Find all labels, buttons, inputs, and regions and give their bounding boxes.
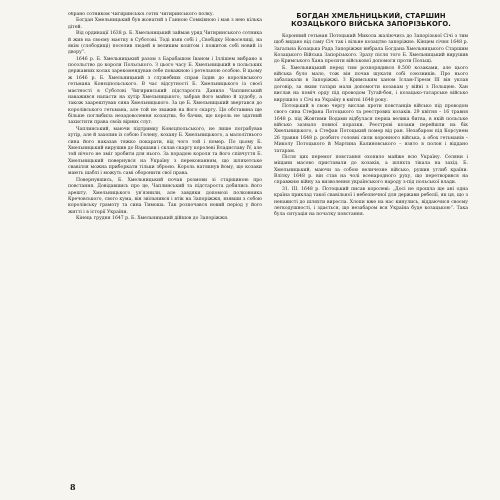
paragraph: 1646 р. Б. Хмельницький разом з Барабашом Іваном і Іллішем вибрано в посольство до короля Польського. З цього часу Б. Хмельницький в польських державних колах зарекомендував себе поважною і ретельною особою. В цьому ж 1646 р. Б. Хмельницький з служебних справ їздив до королівського гетьмана Конєцпольського. В час відсутності Б. Хмельницького із своєї маєтності в Суботові Чигиринський підстароста Данило Чаплинський наважився напасти на хутір Хмельницького, забрав його майно й худобу, а також заарештував сина Хмельницького. За це Б. Хмельницький звертався до королівського гетьмана, але той не зважив на його скаргу. Ця обставина ще більше поглибила незадоволення козацтва, бо бачив, що король не здатний захистити права своїх вірних слуг. [68, 56, 262, 126]
text-columns [68, 12, 468, 482]
paragraph: Потоцький в свою чергу вислав проти повстанців військо під проводом свого сина Стефана Потоцького та реєстрових козаків. 29 квітня – 16 травня 1648 р. під Жовтими Водами відбулася перша велика битва, в якій польське військо зазнало повної поразки. Реєстрові козаки перейшли на бік Хмельницького, а Стефан Потоцький помер від ран. Незабаром під Корсунем 26 травня 1648 р. розбито головні сили коронного війська, а обох гетьманів – Миколу Потоцького й Мартина Калиновського – взято в полон і віддано татарам. [274, 103, 468, 154]
section-header: БОГДАН ХМЕЛЬНИЦЬКИЙ, СТАРШИН КОЗАЦЬКОГО ВІЙСЬКА ЗАПОРІЗЬКОГО. [291, 12, 451, 29]
paragraph: Богдан Хмельницький був жонатий з Ганною Сомківною і мав з нею кілька дітей. [68, 18, 262, 30]
paragraph: 31. III. 1648 р. Потоцький писав королеві: „Досі не прошла ще ані одна країна приклад такої свавільної і небезпечної для держави ребелії, як ця, що з ненависті до шляхти виросла. Хлопи вже на нас кинулись, віддаючися своєму легкодушності, і здається, що незабаром вся Україна буде козацькою”. Така була ситуація на початку повстання. [274, 186, 468, 218]
paragraph: Після цих перемог повстання охопило майже всю Україну. Селяни і міщани масово приставали до козаків, а шляхта тікала на захід. Б. Хмельницький, маючи за собою величезне військо, рушив углиб країни. Влітку 1648 р. він став на чолі всенародного руху, що перетворився на справжню війну за визволення українського народу з-під польської влади. [274, 154, 468, 186]
paragraph: Чаплинський, маючи підтримку Конєцпольського, не лише пограбував хутір, але й захопив із собою Гелену, кохану Б. Хмельницького, а малолітнього сина його наказав тяжко покарати, від чого той і помер. По цьому Б. Хмельницький вирушив до Варшави і склав скаргу королеві Владиславу IV, але той нічого не зміг зробити для нього. За порадою короля та його співчуття Б. Хмельницький повернувся на Україну з переконанням, що шляхетське свавілля можна приборкати тільки зброєю. Король натякнув йому, що козаки мають шаблі і можуть самі оборонити свої права. [68, 126, 262, 177]
paragraph: Повернувшись, Б. Хмельницький почав розмови зі старшиною про повстання. Довідавшись про це, Чаплинський та підстароста добились його арешту. Хмельницького ув’язнили, але завдяки допомозі полковника Кречовського, свого кума, він звільнився і втік на Запоріжжя, взявши з собою королівську грамоту та сина Тимоша. Так розпочався новий період у його житті і в історії України. [68, 177, 262, 215]
paragraph: Від ординації 1638 р. Б. Хмельницький займав уряд Чигиринського сотника й жив на своєму маєтку в Суботові. Тоді взяв собі і „Свобідку Новоселиці, на якім (слободищі) поселив людей в великим коштом і пожиток собі новий із двору”. [68, 31, 262, 56]
page-number: 8 [70, 482, 76, 492]
paragraph: обрано сотником Чигиринської сотні Чигиринського полку. [68, 12, 215, 17]
right-column-wrap [274, 12, 468, 482]
paragraph: Б. Хмельницький перед тим розпорядився 8.500 козаками, але цього війська було мало, тож він почав шукати собі союзників. Про нього забалакали в Запоріжжі. З Кримським ханом Іслам-Гіреєм III він уклав договір, за яким татари мали допомогти козакам у війні з Польщею. Хан вислав на поміч орду під проводом Тугай-бея, і козацько-татарське військо вирушило з Січі на Україну в квітні 1648 року. [274, 65, 468, 103]
paragraph: Коронний гетьман Потоцький Микола жаліючись до Запорізької Січі з тим щоб видано від саму Січ так і вільне козацтво запоріжне. Кінцем січня 1648 р. Загальна Козацька Рада Запоріжжя вибрала Богдана Хмельницького Старшим Козацького Війська Запорізького. Зразу після того Б. Хмельницький вирушив до Кримського Хана просити військової допомоги проти Польщі. [274, 33, 468, 65]
right-column [274, 34, 468, 219]
paragraph: Кінець грудня 1647 р. Б. Хмельницький дійшов до Запоріжжя. [76, 216, 229, 221]
left-column [68, 12, 262, 482]
